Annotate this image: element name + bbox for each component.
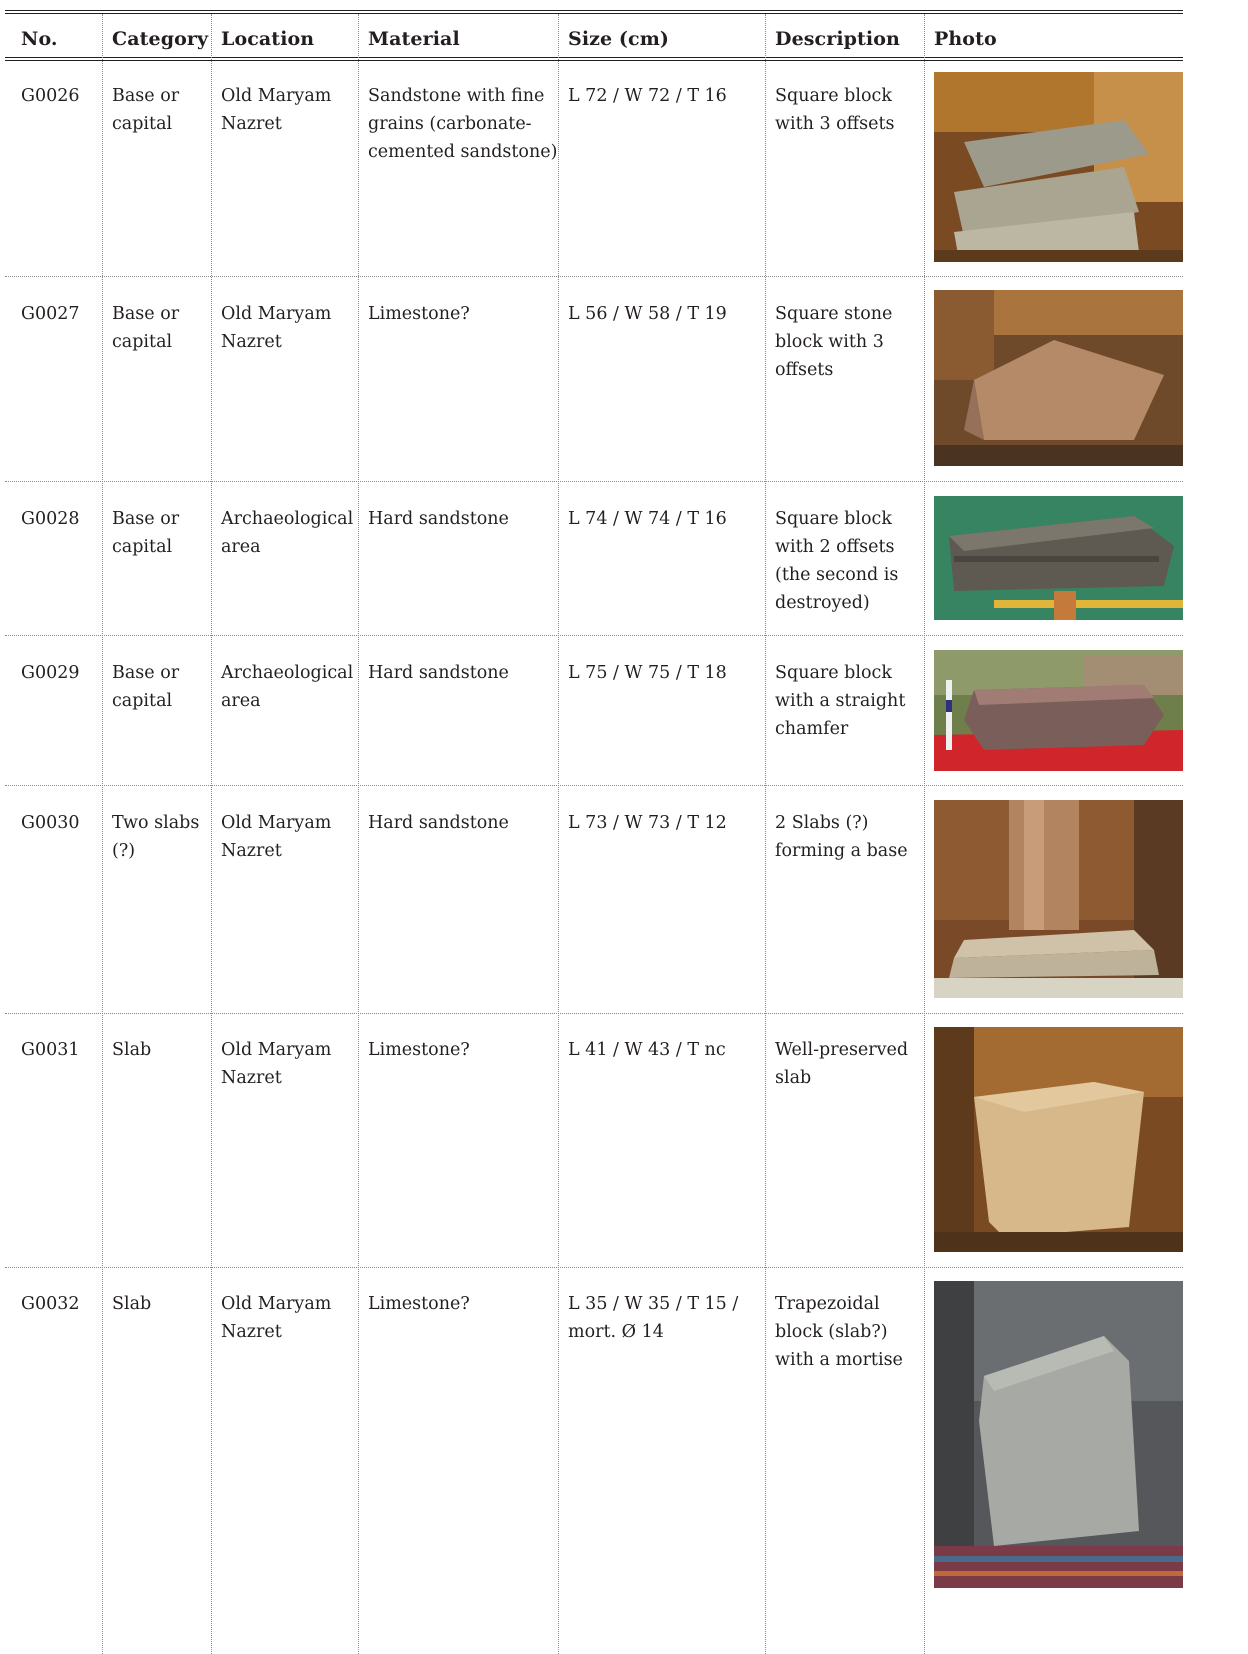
cell-line: L 74 / W 74 / T 16 (568, 509, 727, 529)
cell-line: Archaeological (221, 509, 354, 529)
cell-material (368, 82, 557, 166)
cell-line: Limestone? (368, 1294, 470, 1314)
stone-photo-icon (934, 1027, 1183, 1252)
cell-line: with 3 offsets (775, 114, 895, 134)
row-divider (5, 1013, 1183, 1014)
cell-line: with a straight (775, 691, 906, 711)
cell-line: forming a base (775, 841, 908, 861)
cell-category (112, 505, 179, 561)
cell-material (368, 505, 509, 533)
cell-line: Hard sandstone (368, 813, 509, 833)
cell-line: Base or (112, 304, 180, 324)
cell-line: Well-preserved (775, 1040, 909, 1060)
column-divider (358, 14, 359, 1654)
header-rule-inner (5, 60, 1183, 61)
cell-size (568, 1290, 738, 1346)
cell-material (368, 1290, 470, 1318)
cell-line: Square block (775, 663, 892, 683)
cell-no: G0028 (21, 509, 80, 529)
cell-line: Old Maryam (221, 86, 332, 106)
cell-line: Square block (775, 509, 892, 529)
row-divider (5, 785, 1183, 786)
cell-line: destroyed) (775, 593, 870, 613)
cell-line: Square stone (775, 304, 893, 324)
header-category: Category (112, 28, 209, 50)
cell-line: L 41 / W 43 / T nc (568, 1040, 726, 1060)
cell-line: Nazret (221, 1322, 282, 1342)
cell-line: area (221, 691, 261, 711)
cell-location (221, 505, 353, 561)
cell-category (112, 1036, 151, 1064)
stone-photo-icon (934, 650, 1183, 771)
cell-category (112, 82, 179, 138)
cell-description (775, 505, 898, 617)
cell-category (112, 659, 179, 715)
header-description: Description (775, 28, 900, 50)
cell-description (775, 1036, 908, 1092)
cell-line: L 73 / W 73 / T 12 (568, 813, 727, 833)
cell-line: capital (112, 114, 173, 134)
column-divider (924, 14, 925, 1654)
header-material: Material (368, 28, 460, 50)
cell-line: Slab (112, 1040, 152, 1060)
cell-line: Old Maryam (221, 813, 332, 833)
cell-line: grains (carbonate- (368, 114, 532, 134)
cell-category (112, 1290, 151, 1318)
cell-line: Slab (112, 1294, 152, 1314)
cell-line: Archaeological (221, 663, 354, 683)
stone-photo-icon (934, 290, 1183, 466)
cell-category (112, 300, 179, 356)
cell-line: (the second is (775, 565, 899, 585)
header-location: Location (221, 28, 315, 50)
header-photo: Photo (934, 28, 997, 50)
cell-line: Base or (112, 86, 180, 106)
cell-line: Nazret (221, 1068, 282, 1088)
cell-description (775, 300, 892, 384)
cell-size (568, 300, 727, 328)
cell-no: G0032 (21, 1294, 80, 1314)
column-divider (558, 14, 559, 1654)
table-top-rule-inner (5, 13, 1183, 14)
cell-line: Two slabs (112, 813, 200, 833)
cell-line: Nazret (221, 332, 282, 352)
header-no: No. (21, 28, 58, 50)
cell-size (568, 505, 727, 533)
cell-line: Limestone? (368, 1040, 470, 1060)
cell-line: Trapezoidal (775, 1294, 880, 1314)
cell-description (775, 82, 894, 138)
column-divider (211, 14, 212, 1654)
table-top-rule (5, 10, 1183, 11)
cell-description (775, 1290, 903, 1374)
column-divider (765, 14, 766, 1654)
cell-line: Hard sandstone (368, 663, 509, 683)
cell-line: capital (112, 537, 173, 557)
column-divider (102, 14, 103, 1654)
cell-line: L 56 / W 58 / T 19 (568, 304, 727, 324)
cell-no: G0027 (21, 304, 80, 324)
cell-location (221, 300, 331, 356)
cell-line: (?) (112, 841, 136, 861)
cell-line: Base or (112, 663, 180, 683)
cell-material (368, 300, 470, 328)
cell-line: Base or (112, 509, 180, 529)
cell-line: Nazret (221, 841, 282, 861)
cell-line: block with 3 (775, 332, 884, 352)
header-size: Size (cm) (568, 28, 669, 50)
cell-line: Old Maryam (221, 304, 332, 324)
stone-photo-icon (934, 72, 1183, 262)
cell-line: Square block (775, 86, 892, 106)
cell-location (221, 809, 331, 865)
header-rule (5, 57, 1183, 58)
cell-line: 2 Slabs (?) (775, 813, 869, 833)
cell-line: capital (112, 332, 173, 352)
cell-line: offsets (775, 360, 834, 380)
cell-no: G0026 (21, 86, 80, 106)
cell-line: Old Maryam (221, 1040, 332, 1060)
cell-line: slab (775, 1068, 812, 1088)
cell-line: cemented sandstone) (368, 142, 558, 162)
cell-description (775, 659, 905, 743)
cell-line: with a mortise (775, 1350, 903, 1370)
cell-size (568, 1036, 726, 1064)
cell-line: with 2 offsets (775, 537, 895, 557)
stone-photo-icon (934, 1281, 1183, 1588)
row-divider (5, 1267, 1183, 1268)
cell-line: Nazret (221, 114, 282, 134)
cell-no: G0029 (21, 663, 80, 683)
cell-line: L 75 / W 75 / T 18 (568, 663, 727, 683)
cell-location (221, 1036, 331, 1092)
cell-material (368, 659, 509, 687)
cell-line: Hard sandstone (368, 509, 509, 529)
row-divider (5, 276, 1183, 277)
cell-line: area (221, 537, 261, 557)
cell-material (368, 1036, 470, 1064)
cell-line: Old Maryam (221, 1294, 332, 1314)
cell-description (775, 809, 908, 865)
cell-line: block (slab?) (775, 1322, 888, 1342)
cell-location (221, 1290, 331, 1346)
cell-line: L 72 / W 72 / T 16 (568, 86, 727, 106)
cell-line: chamfer (775, 719, 849, 739)
cell-size (568, 82, 727, 110)
row-divider (5, 481, 1183, 482)
cell-line: mort. Ø 14 (568, 1322, 664, 1342)
cell-size (568, 809, 727, 837)
cell-material (368, 809, 509, 837)
cell-line: Limestone? (368, 304, 470, 324)
cell-location (221, 659, 353, 715)
cell-no: G0031 (21, 1040, 80, 1060)
cell-no: G0030 (21, 813, 80, 833)
cell-line: Sandstone with fine (368, 86, 545, 106)
cell-line: L 35 / W 35 / T 15 / (568, 1294, 739, 1314)
stone-photo-icon (934, 496, 1183, 620)
cell-location (221, 82, 331, 138)
cell-size (568, 659, 727, 687)
cell-category (112, 809, 199, 865)
cell-line: capital (112, 691, 173, 711)
stone-photo-icon (934, 800, 1183, 998)
row-divider (5, 635, 1183, 636)
